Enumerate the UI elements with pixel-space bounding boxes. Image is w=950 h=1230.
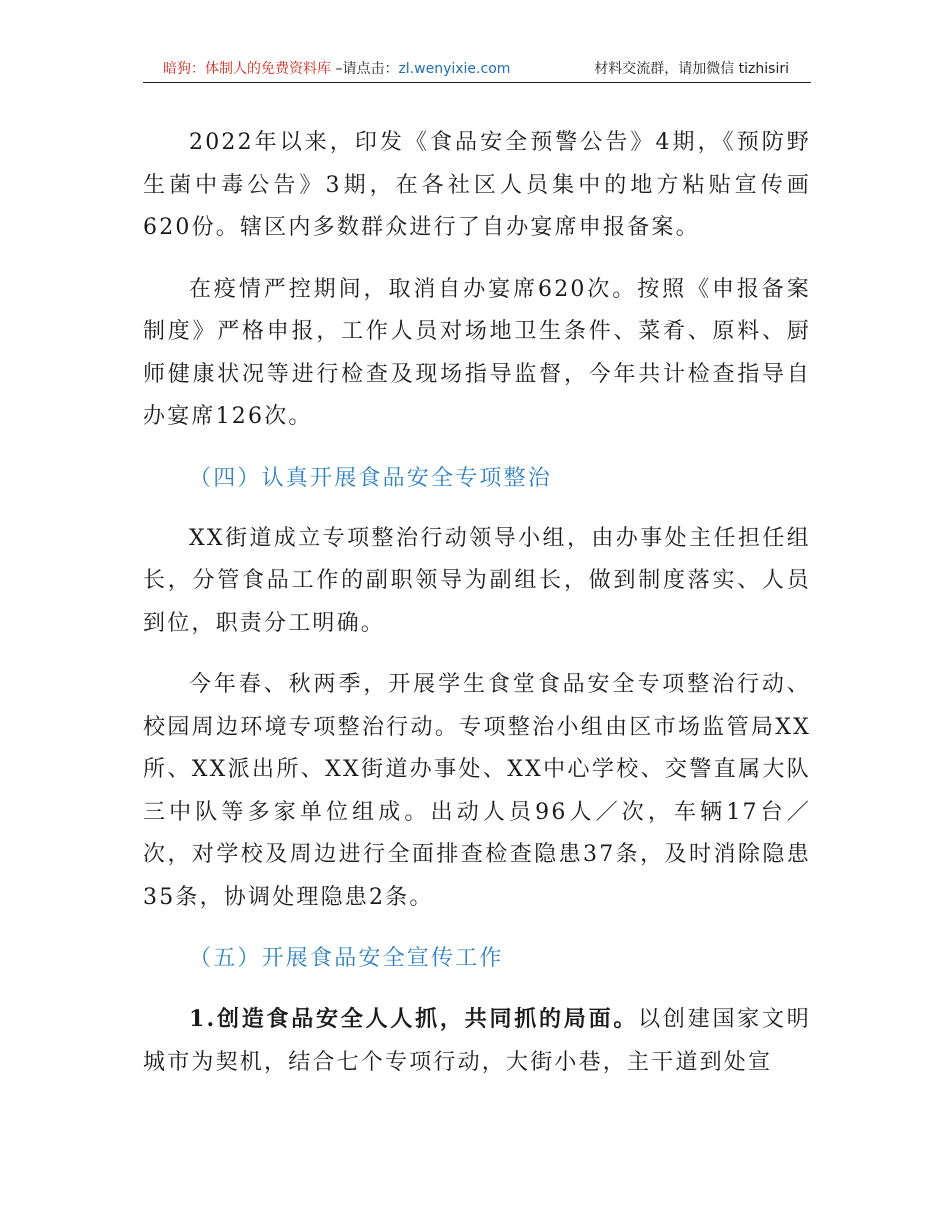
paragraph-gap — [143, 645, 811, 664]
ad-link[interactable]: zl.wenyixie.com — [398, 61, 511, 77]
section-heading-5: （五）开展食品安全宣传工作 — [189, 946, 504, 971]
ad-wechat-text: 材料交流群，请加微信 tizhisiri — [594, 61, 789, 77]
paragraph-lead-rest: 以创建国家文明城市为契机，结合七个专项行动，大街小巷，主干道到处宣 — [143, 1007, 811, 1075]
paragraph-banquet-control: 在疫情严控期间，取消自办宴席620次。按照《申报备案制度》严格申报，工作人员对场地卫生条件、菜肴、原料、厨师健康状况等进行检查及现场指导监督，今年共计检查指导自办宴席126次。 — [143, 276, 811, 429]
paragraph-publicity — [143, 998, 811, 1084]
paragraph-gap — [143, 439, 811, 458]
ad-brand-text: 暗狗：体制人的免费资料库 — [163, 61, 331, 77]
section-heading-4: （四）认真开展食品安全专项整治 — [189, 465, 553, 491]
paragraph-gap — [143, 980, 811, 998]
ad-header-bar — [143, 56, 811, 83]
paragraph-gap — [143, 919, 811, 938]
paragraph-leading-group: XX街道成立专项整治行动领导小组，由办事处主任担任组长，分管食品工作的副职领导为副组长，做到制度落实、人员到位，职责分工明确。 — [143, 525, 811, 636]
paragraph-gap — [143, 500, 811, 518]
ad-left-text — [163, 58, 510, 78]
paragraph-warning-notices: 2022年以来，印发《食品安全预警公告》4期，《预防野生菌中毒公告》3期，在各社区人员集中的地方粘贴宣传画620份。辖区内多数群众进行了自办宴席申报备案。 — [143, 130, 811, 240]
paragraph-lead-bold: 1.创造食品安全人人抓，共同抓的局面。 — [189, 1006, 639, 1032]
paragraph-special-rectification: 今年春、秋两季，开展学生食堂食品安全专项整治行动、校园周边环境专项整治行动。专项整治小组由区市场监管局XX所、XX派出所、XX街道办事处、XX中心学校、交警直属大队三中队等多家单位组成。出动人员96人／次，车辆17台／次，对学校及周边进行全面排查检查隐患37条，及时消除隐患35条，协调处理隐患2条。 — [143, 672, 811, 910]
ad-click-prompt: –请点击： — [331, 61, 399, 77]
paragraph-gap — [143, 250, 811, 269]
document-body — [143, 122, 811, 1084]
